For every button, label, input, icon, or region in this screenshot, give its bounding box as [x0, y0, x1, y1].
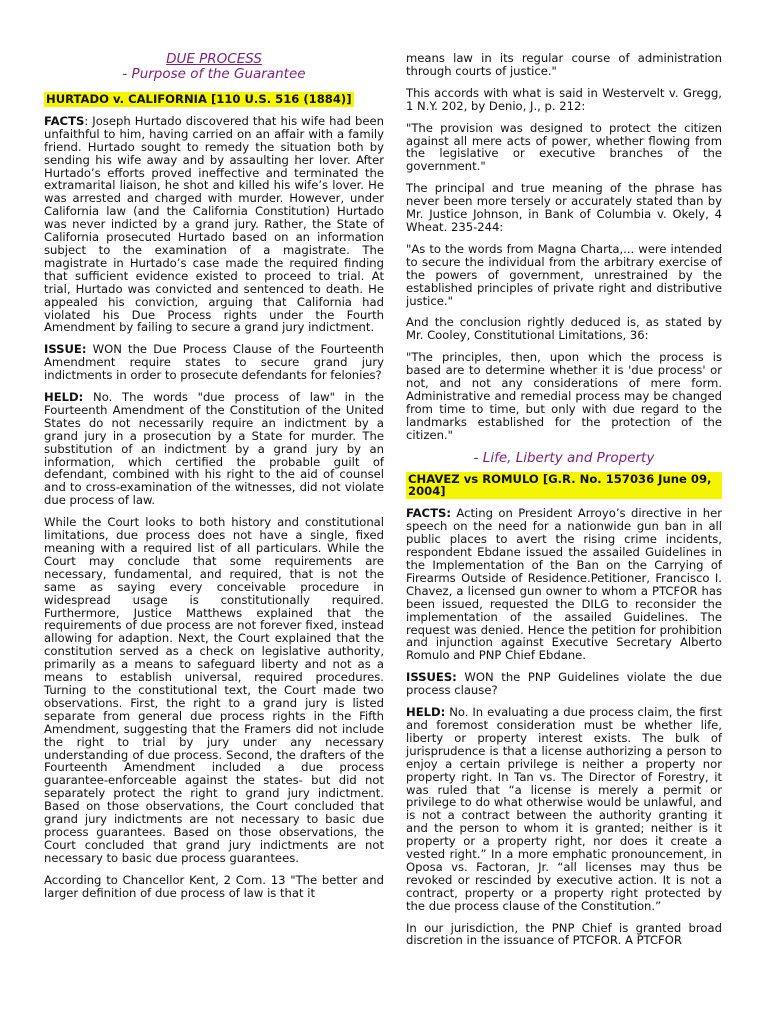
facts-label: FACTS	[44, 113, 85, 128]
facts-text: : Joseph Hurtado discovered that his wife had been unfaithful to him, having carried on an affair with a family friend. Hurtado sought to remedy the situation both by sending his wife away and by assaulting her lover. After Hurtado’s efforts proved ineffective and terminated the extramarital liaison, he shot and killed his wife’s lover. He was arrested and charged with murder. However, under California law (and the California Constitution) Hurtado was never indicted by a grand jury. Rather, the State of California prosecuted Hurtado based on an information subject to the examination of a magistrate. The magistrate in Hurtado’s case made the required finding that sufficient evidence existed to proceed to trial. At trial, Hurtado was convicted and sentenced to death. He appealed his conviction, arguing that California had violated his Due Process rights under the Fourth Amendment by failing to secure a grand jury indictment.	[44, 113, 384, 335]
section-title-life-liberty: - Life, Liberty and Property	[473, 449, 655, 466]
chavez-held-text: No. In evaluating a due process claim, the first and foremost consideration must be whether life, liberty or property interest exists. The bulk of jurisprudence is that a license authorizing a person to enjoy a certain privilege is neither a property nor property right. In Tan vs. The Director of Forestry, it was ruled that “a license is merely a permit or privilege to do what otherwise would be unlawful, and is not a contract between the authority granting it and the person to whom it is granted; neither is it property or a property right, nor does it create a vested right.” In a more emphatic pronouncement, in Oposa vs. Factoran, Jr. “all licenses may thus be revoked or rescinded by executive action. It is not a contract, property or a property right protected by the due process clause of the Constitution.”	[406, 705, 722, 913]
held-text: No. The words "due process of law" in the Fourteenth Amendment of the Constitution of the United States do not necessarily require an indictment by a grand jury in a prosecution by a State for murder. The substitution of an indictment by a grand jury by an information, which certified the probable guilt of defendant, combined with his right to the aid of counsel and to cross-examination of the witnesses, did not violate due process of law.	[44, 390, 384, 508]
case-title-chavez: CHAVEZ vs ROMULO [G.R. No. 157036 June 09, 2004]	[406, 472, 722, 500]
magna-charta-quote: "As to the words from Magna Charta,... were intended to secure the individual from the arbitrary exercise of the powers of government, unrestrained by the established principles of private right and distributive justice."	[406, 241, 722, 308]
cooley-paragraph: And the conclusion rightly deduced is, as stated by Mr. Cooley, Constitutional Limitations, 36:	[406, 315, 722, 343]
held-paragraph	[44, 391, 384, 507]
kent-paragraph: According to Chancellor Kent, 2 Com. 13 "The better and larger definition of due process of law is that it	[44, 872, 384, 900]
regular-course-paragraph: means law in its regular course of administration through courts of justice."	[406, 51, 722, 78]
issue-text: WON the Due Process Clause of the Fourteenth Amendment require states to secure grand jury indictments in order to prosecute defendants for felonies?	[44, 342, 384, 383]
discussion-paragraph: While the Court looks to both history and constitutional limitations, due process does not have a single, fixed meaning with a required list of all particulars. While the Court may conclude that some requirements are necessary, fundamental, and required, that is not the same as saying every conceivable procedure in widespread usage is constitutionally required. Furthermore, Justice Matthews explained that the requirements of due process are not forever fixed, instead allowing for adaption. Next, the Court explained that the constitution served as a check on legislative authority, primarily as a means to safeguard liberty and not as a means to establish universal, required procedures. Turning to the constitutional text, the Court made two observations. First, the right to a grand jury is listed separate from general due process rights in the Fifth Amendment, suggesting that the Framers did not include the right to trial by jury under any necessary understanding of due process. Second, the drafters of the Fourteenth Amendment included a due process guarantee-enforceable against the states- but did not separately protect the right to grand jury indictment. Based on those observations, the Court concluded that grand jury indictments are not necessary to basic due process guarantees. Based on those observations, the Court concluded that grand jury indictments are not necessary to basic due process guarantees.	[44, 515, 384, 865]
chavez-facts-label: FACTS:	[406, 506, 451, 521]
facts-paragraph	[44, 115, 384, 334]
provision-quote: "The provision was designed to protect the citizen against all mere acts of power, whether flowing from the legislative or executive branches of the government."	[406, 120, 722, 174]
section-title-due-process: DUE PROCESS	[166, 51, 262, 67]
issue-label: ISSUE:	[44, 342, 87, 357]
chavez-issues-label: ISSUES:	[406, 670, 457, 685]
chavez-held-paragraph	[406, 706, 722, 913]
right-column	[406, 52, 722, 956]
principles-quote: "The principles, then, upon which the process is based are to determine whether it is 'due process' or not, and not any considerations of mere form. Administrative and remedial process may be changed from time to time, but only with due regard to the landmarks established for the protection of the citizen."	[406, 350, 722, 442]
section-subtitle-purpose: - Purpose of the Guarantee	[122, 66, 306, 82]
chavez-held-label: HELD:	[406, 705, 446, 720]
case-title-hurtado: HURTADO v. CALIFORNIA [110 U.S. 516 (1884)]	[46, 92, 352, 106]
principal-meaning-paragraph: The principal and true meaning of the phrase has never been more tersely or accurately stated than by Mr. Justice Johnson, in Bank of Columbia v. Okely, 4 Wheat. 235-244:	[406, 181, 722, 234]
chavez-issues-text: WON the PNP Guidelines violate the due process clause?	[406, 670, 722, 698]
westervelt-paragraph: This accords with what is said in Westervelt v. Gregg, 1 N.Y. 202, by Denio, J., p. 212:	[406, 85, 722, 113]
issue-paragraph	[44, 343, 384, 382]
left-column	[44, 52, 384, 908]
chavez-facts-paragraph	[406, 507, 722, 662]
chavez-facts-text: Acting on President Arroyo’s directive in her speech on the need for a nationwide gun ban in all public places to avert the rising crime incidents, respondent Ebdane issued the assailed Guidelines in the Implementation of the Ban on the Carrying of Firearms Outside of Residence.Petitioner, Francisco I. Chavez, a licensed gun owner to whom a PTCFOR has been issued, requested the DILG to reconsider the implementation of the assailed Guidelines. The request was denied. Hence the petition for prohibition and injunction against Executive Secretary Alberto Romulo and PNP Chief Ebdane.	[406, 506, 722, 663]
chavez-issues-paragraph	[406, 671, 722, 697]
held-label: HELD:	[44, 390, 84, 405]
ptcfor-paragraph: In our jurisdiction, the PNP Chief is granted broad discretion in the issuance of PTCFOR. A PTCFOR	[406, 920, 722, 948]
